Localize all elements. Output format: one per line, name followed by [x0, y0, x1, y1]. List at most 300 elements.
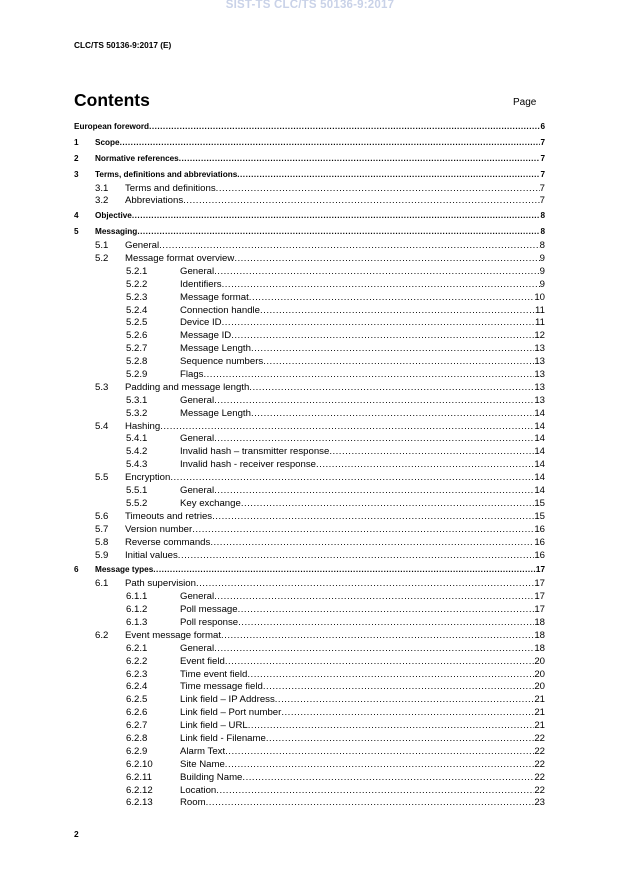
toc-entry-label: General	[180, 433, 215, 445]
toc-entry-label: Message format	[180, 291, 249, 303]
toc-entry-text	[95, 138, 545, 147]
toc-entry-page: 21	[534, 707, 545, 719]
toc-entry-label: Alarm Text	[180, 745, 226, 757]
toc-leader-dots	[275, 694, 535, 705]
toc-entry-page: 7	[539, 182, 545, 194]
toc-leader-dots	[266, 733, 534, 744]
toc-leader-dots	[238, 604, 535, 615]
toc-entry-label: Objective	[95, 211, 132, 221]
toc-entry-number: 5.6	[95, 510, 109, 522]
toc-entry-page: 23	[534, 797, 545, 809]
toc-entry-number: 6.2.13	[126, 797, 153, 809]
toc-leader-dots	[260, 305, 535, 316]
toc-leader-dots	[206, 797, 535, 808]
toc-entry-number: 6.1.2	[126, 604, 148, 616]
toc-entry-text	[180, 733, 545, 744]
toc-entry[interactable]	[74, 772, 545, 785]
toc-entry-label: Message types	[95, 565, 154, 575]
toc-entry-number: 6.2.11	[126, 771, 152, 783]
toc-entry-text	[180, 772, 545, 783]
toc-entry[interactable]	[74, 227, 545, 240]
toc-entry-page: 22	[534, 745, 545, 757]
toc-entry-page: 14	[534, 485, 545, 497]
toc-entry-text	[180, 707, 545, 718]
toc-entry[interactable]	[74, 154, 545, 167]
toc-entry[interactable]	[74, 356, 545, 369]
toc-entry-label: Poll response	[180, 616, 239, 628]
toc-entry-label: Location	[180, 784, 217, 796]
toc-leader-dots	[214, 266, 540, 277]
toc-entry-page: 9	[539, 253, 545, 265]
toc-entry-page: 15	[534, 497, 545, 509]
toc-entry-label: Message Length	[180, 407, 251, 419]
toc-entry-text	[180, 617, 545, 628]
toc-entry[interactable]	[74, 369, 545, 382]
page-title: Contents	[74, 90, 150, 110]
toc-entry-text	[125, 524, 545, 535]
toc-entry-number: 3	[74, 169, 79, 179]
toc-leader-dots	[192, 524, 534, 535]
toc-entry[interactable]	[74, 681, 545, 694]
toc-entry-text	[180, 669, 545, 680]
toc-entry[interactable]	[74, 746, 545, 759]
toc-entry-label: Scope	[95, 137, 120, 147]
toc-entry-text	[180, 330, 545, 341]
toc-entry-label: General	[180, 394, 215, 406]
toc-leader-dots	[170, 472, 534, 483]
toc-entry-label: Link field - Filename	[180, 732, 266, 744]
toc-entry[interactable]	[74, 253, 545, 266]
toc-leader-dots	[212, 511, 534, 522]
toc-leader-dots	[183, 195, 540, 206]
toc-entry[interactable]	[74, 421, 545, 434]
toc-entry[interactable]	[74, 122, 545, 135]
toc-entry-number: 1	[74, 137, 79, 147]
toc-entry-label: Invalid hash – transmitter response	[180, 446, 330, 458]
toc-leader-dots	[222, 317, 535, 328]
toc-entry[interactable]	[74, 433, 545, 446]
page-column-label: Page	[513, 97, 537, 108]
toc-entry-number: 5.2	[95, 253, 109, 265]
toc-entry-text	[95, 170, 545, 179]
toc-entry-number: 6.2.6	[126, 707, 148, 719]
toc-entry-page: 22	[534, 732, 545, 744]
toc-entry-page: 10	[534, 291, 545, 303]
toc-leader-dots	[251, 343, 534, 354]
toc-entry[interactable]	[74, 591, 545, 604]
toc-entry-label: Time message field	[180, 681, 263, 693]
toc-entry[interactable]	[74, 707, 545, 720]
toc-entry-text	[125, 240, 545, 251]
toc-entry-page: 22	[534, 771, 545, 783]
toc-entry-number: 5.5.2	[126, 497, 148, 509]
toc-entry-page: 20	[534, 681, 545, 693]
toc-entry-page: 15	[534, 510, 545, 522]
toc-entry-page: 14	[534, 407, 545, 419]
toc-entry-text	[180, 356, 545, 367]
toc-entry-number: 6.2.2	[126, 655, 148, 667]
toc-leader-dots	[237, 170, 540, 179]
toc-entry[interactable]	[74, 317, 545, 330]
toc-leader-dots	[178, 550, 535, 561]
toc-entry-label: Encryption	[125, 472, 171, 484]
toc-entry-page: 7	[539, 195, 545, 207]
toc-entry-text	[180, 369, 545, 380]
toc-leader-dots	[221, 630, 534, 641]
toc-entry-label: Site Name	[180, 758, 225, 770]
toc-entry-label: Path supervision	[125, 578, 196, 590]
toc-entry-text	[125, 578, 545, 589]
toc-entry-page: 17	[534, 578, 545, 590]
toc-entry[interactable]	[74, 485, 545, 498]
toc-entry-text	[95, 154, 545, 163]
toc-entry-text	[180, 266, 545, 277]
toc-entry-number: 5.2.6	[126, 330, 148, 342]
toc-entry[interactable]	[74, 550, 545, 563]
toc-entry-number: 5.2.9	[126, 369, 148, 381]
toc-leader-dots	[248, 720, 535, 731]
toc-entry-text	[180, 279, 545, 290]
toc-entry-page: 6	[540, 122, 545, 131]
toc-leader-dots	[222, 279, 540, 290]
toc-entry[interactable]	[74, 797, 545, 810]
toc-entry[interactable]	[74, 266, 545, 279]
toc-entry-label: Messaging	[95, 227, 138, 237]
toc-entry-page: 22	[534, 758, 545, 770]
toc-entry-text	[74, 122, 545, 131]
toc-entry-label: Message Length	[180, 343, 251, 355]
toc-entry-page: 14	[534, 433, 545, 445]
toc-entry-page: 16	[534, 549, 545, 561]
toc-entry-label: Version number	[125, 523, 193, 535]
toc-entry-page: 11	[535, 317, 545, 329]
toc-leader-dots	[263, 681, 535, 692]
toc-entry-page: 13	[534, 356, 545, 368]
toc-entry-number: 6.1.3	[126, 616, 148, 628]
toc-entry[interactable]	[74, 720, 545, 733]
toc-entry-number: 5.4.1	[126, 433, 148, 445]
toc-entry-label: Link field – IP Address	[180, 694, 275, 706]
toc-entry[interactable]	[74, 183, 545, 196]
toc-entry-label: Abbreviations	[125, 195, 184, 207]
toc-entry[interactable]	[74, 785, 545, 798]
toc-leader-dots	[120, 138, 541, 147]
toc-leader-dots	[241, 498, 535, 509]
toc-entry-text	[180, 485, 545, 496]
toc-entry-page: 11	[535, 304, 545, 316]
toc-leader-dots	[263, 356, 534, 367]
toc-entry-text	[180, 759, 545, 770]
toc-entry-page: 21	[534, 694, 545, 706]
toc-entry-number: 5.2.5	[126, 317, 148, 329]
toc-entry-page: 20	[534, 668, 545, 680]
toc-entry-page: 7	[540, 169, 545, 179]
toc-leader-dots	[160, 421, 534, 432]
toc-entry-label: Key exchange	[180, 497, 241, 509]
toc-entry-label: Sequence numbers	[180, 356, 264, 368]
toc-entry[interactable]	[74, 604, 545, 617]
toc-entry[interactable]	[74, 565, 545, 578]
toc-entry-number: 6.1	[95, 578, 109, 590]
toc-entry-text	[95, 565, 545, 574]
toc-entry[interactable]	[74, 395, 545, 408]
toc-entry[interactable]	[74, 694, 545, 707]
toc-entry-text	[180, 305, 545, 316]
toc-entry-text	[180, 498, 545, 509]
toc-entry-number: 6.1.1	[126, 591, 148, 603]
toc-leader-dots	[214, 485, 534, 496]
toc-entry-page: 13	[534, 343, 545, 355]
toc-entry-label: Invalid hash - receiver response	[180, 459, 316, 471]
toc-entry-label: Timeouts and retries	[125, 510, 213, 522]
toc-entry-label: Poll message	[180, 604, 238, 616]
toc-entry-number: 5.9	[95, 549, 109, 561]
toc-leader-dots	[225, 746, 534, 757]
toc-entry-page: 14	[534, 420, 545, 432]
toc-entry-page: 14	[534, 446, 545, 458]
toc-entry-number: 6.2	[95, 629, 109, 641]
toc-entry-number: 6	[74, 565, 79, 575]
toc-entry[interactable]	[74, 537, 545, 550]
toc-entry-label: Building Name	[180, 771, 243, 783]
toc-entry-label: Device ID	[180, 317, 222, 329]
toc-leader-dots	[329, 446, 534, 457]
toc-entry-page: 8	[539, 240, 545, 252]
toc-entry[interactable]	[74, 511, 545, 524]
toc-entry-text	[180, 604, 545, 615]
toc-entry[interactable]	[74, 279, 545, 292]
toc-entry-number: 3.1	[95, 182, 109, 194]
toc-leader-dots	[179, 154, 541, 163]
toc-entry-page: 13	[534, 394, 545, 406]
toc-entry-text	[180, 343, 545, 354]
toc-entry-number: 6.2.10	[126, 758, 153, 770]
toc-entry-page: 16	[534, 536, 545, 548]
toc-entry[interactable]	[74, 669, 545, 682]
toc-entry-text	[180, 681, 545, 692]
toc-entry-text	[180, 317, 545, 328]
toc-entry-label: Room	[180, 797, 206, 809]
toc-entry-text	[125, 253, 545, 264]
toc-entry-page: 13	[534, 369, 545, 381]
toc-entry-number: 5.3.1	[126, 394, 148, 406]
toc-entry[interactable]	[74, 643, 545, 656]
table-of-contents	[74, 122, 545, 810]
toc-entry[interactable]	[74, 446, 545, 459]
toc-entry-page: 20	[534, 655, 545, 667]
toc-entry-number: 5.2.8	[126, 356, 148, 368]
toc-leader-dots	[149, 122, 540, 131]
toc-entry-label: Link field – Port number	[180, 707, 282, 719]
toc-entry-page: 8	[540, 211, 545, 221]
toc-entry-label: Message ID	[180, 330, 232, 342]
toc-entry[interactable]	[74, 524, 545, 537]
toc-entry-number: 3.2	[95, 195, 109, 207]
toc-entry[interactable]	[74, 498, 545, 511]
toc-entry-text	[180, 785, 545, 796]
toc-leader-dots	[251, 408, 534, 419]
toc-entry-number: 5.5.1	[126, 485, 148, 497]
toc-entry-label: European foreword	[74, 122, 150, 131]
toc-leader-dots	[238, 617, 534, 628]
toc-leader-dots	[214, 433, 534, 444]
toc-entry-number: 2	[74, 153, 79, 163]
toc-entry-page: 17	[534, 604, 545, 616]
toc-leader-dots	[242, 772, 534, 783]
toc-leader-dots	[132, 211, 541, 220]
toc-entry-number: 6.2.8	[126, 732, 148, 744]
toc-entry-number: 5.2.2	[126, 278, 148, 290]
toc-entry-number: 5.3	[95, 381, 109, 393]
toc-entry-text	[180, 433, 545, 444]
toc-entry-label: Identifiers	[180, 278, 222, 290]
toc-leader-dots	[247, 669, 534, 680]
toc-entry-number: 5	[74, 227, 79, 237]
toc-entry-number: 5.2.1	[126, 265, 148, 277]
toc-entry[interactable]	[74, 408, 545, 421]
toc-entry-page: 13	[534, 381, 545, 393]
toc-entry-label: Hashing	[125, 420, 161, 432]
toc-entry-label: General	[180, 265, 215, 277]
toc-leader-dots	[153, 565, 536, 574]
toc-entry-label: Event message format	[125, 629, 221, 641]
toc-entry[interactable]	[74, 578, 545, 591]
toc-entry-text	[180, 408, 545, 419]
toc-entry[interactable]	[74, 459, 545, 472]
toc-entry-label: General	[180, 591, 215, 603]
toc-entry-label: Terms, definitions and abbreviations	[95, 169, 238, 179]
toc-entry-text	[125, 195, 545, 206]
toc-entry-number: 6.2.1	[126, 642, 148, 654]
toc-leader-dots	[249, 292, 535, 303]
toc-entry-text	[125, 472, 545, 483]
toc-entry-number: 5.4	[95, 420, 109, 432]
toc-leader-dots	[225, 656, 535, 667]
toc-entry-label: General	[125, 240, 160, 252]
toc-leader-dots	[159, 240, 540, 251]
toc-entry[interactable]	[74, 211, 545, 224]
toc-leader-dots	[216, 785, 534, 796]
toc-entry-text	[180, 720, 545, 731]
toc-leader-dots	[210, 537, 534, 548]
page-number: 2	[74, 829, 79, 839]
toc-leader-dots	[234, 253, 539, 264]
toc-entry-label: Terms and definitions	[125, 182, 216, 194]
toc-entry[interactable]	[74, 330, 545, 343]
toc-entry[interactable]	[74, 617, 545, 630]
toc-leader-dots	[196, 578, 534, 589]
toc-entry-label: Reverse commands	[125, 536, 211, 548]
toc-leader-dots	[281, 707, 534, 718]
watermark: SIST-TS CLC/TS 50136-9:2017	[225, 0, 395, 11]
toc-entry[interactable]	[74, 630, 545, 643]
toc-entry-label: General	[180, 485, 215, 497]
toc-entry-page: 7	[540, 153, 545, 163]
document-id: CLC/TS 50136-9:2017 (E)	[74, 40, 172, 50]
toc-entry-text	[180, 292, 545, 303]
toc-leader-dots	[231, 330, 534, 341]
toc-entry-page: 14	[534, 459, 545, 471]
toc-leader-dots	[225, 759, 535, 770]
toc-entry-number: 5.4.2	[126, 446, 148, 458]
toc-entry-text	[180, 694, 545, 705]
toc-entry-page: 18	[534, 616, 545, 628]
toc-entry[interactable]	[74, 472, 545, 485]
toc-entry-number: 6.2.4	[126, 681, 148, 693]
toc-entry-number: 5.3.2	[126, 407, 148, 419]
toc-entry-number: 5.4.3	[126, 459, 148, 471]
toc-entry-text	[180, 395, 545, 406]
toc-entry-text	[180, 591, 545, 602]
toc-entry-label: Link field – URL	[180, 720, 248, 732]
toc-entry[interactable]	[74, 382, 545, 395]
toc-entry-text	[125, 630, 545, 641]
toc-entry-label: Padding and message length	[125, 381, 250, 393]
toc-entry[interactable]	[74, 656, 545, 669]
toc-entry-text	[125, 183, 545, 194]
toc-leader-dots	[203, 369, 534, 380]
toc-entry-text	[125, 511, 545, 522]
toc-entry-number: 5.7	[95, 523, 109, 535]
toc-entry-number: 5.8	[95, 536, 109, 548]
toc-entry-text	[125, 537, 545, 548]
toc-entry-page: 18	[534, 629, 545, 641]
toc-entry[interactable]	[74, 759, 545, 772]
toc-entry-page: 21	[534, 720, 545, 732]
toc-entry-text	[180, 459, 545, 470]
toc-entry-text	[180, 656, 545, 667]
toc-entry-text	[125, 421, 545, 432]
toc-entry-text	[125, 382, 545, 393]
toc-entry-number: 5.2.3	[126, 291, 148, 303]
toc-entry-number: 6.2.3	[126, 668, 148, 680]
toc-entry[interactable]	[74, 305, 545, 318]
toc-entry-text	[95, 211, 545, 220]
toc-entry[interactable]	[74, 292, 545, 305]
toc-entry-label: Message format overview	[125, 253, 235, 265]
toc-entry-label: Initial values	[125, 549, 178, 561]
toc-entry[interactable]	[74, 170, 545, 183]
toc-entry-text	[180, 797, 545, 808]
toc-entry-page: 9	[539, 265, 545, 277]
toc-entry[interactable]	[74, 343, 545, 356]
toc-entry[interactable]	[74, 240, 545, 253]
toc-entry-label: Time event field	[180, 668, 248, 680]
toc-entry-text	[95, 227, 545, 236]
toc-entry-text	[180, 746, 545, 757]
toc-entry[interactable]	[74, 138, 545, 151]
toc-entry-label: Connection handle	[180, 304, 261, 316]
toc-leader-dots	[214, 591, 534, 602]
toc-entry-number: 5.5	[95, 472, 109, 484]
toc-entry-page: 18	[534, 642, 545, 654]
toc-entry-text	[180, 643, 545, 654]
toc-entry-number: 5.1	[95, 240, 109, 252]
toc-entry[interactable]	[74, 733, 545, 746]
toc-entry-number: 4	[74, 211, 79, 221]
toc-entry-page: 9	[539, 278, 545, 290]
toc-entry-page: 16	[534, 523, 545, 535]
toc-leader-dots	[137, 227, 540, 236]
toc-leader-dots	[249, 382, 534, 393]
toc-entry-label: General	[180, 642, 215, 654]
toc-entry-label: Flags	[180, 369, 204, 381]
toc-entry-text	[180, 446, 545, 457]
toc-entry-number: 6.2.9	[126, 745, 148, 757]
toc-entry-number: 5.2.4	[126, 304, 148, 316]
toc-entry-label: Normative references	[95, 153, 179, 163]
toc-entry[interactable]	[74, 195, 545, 208]
